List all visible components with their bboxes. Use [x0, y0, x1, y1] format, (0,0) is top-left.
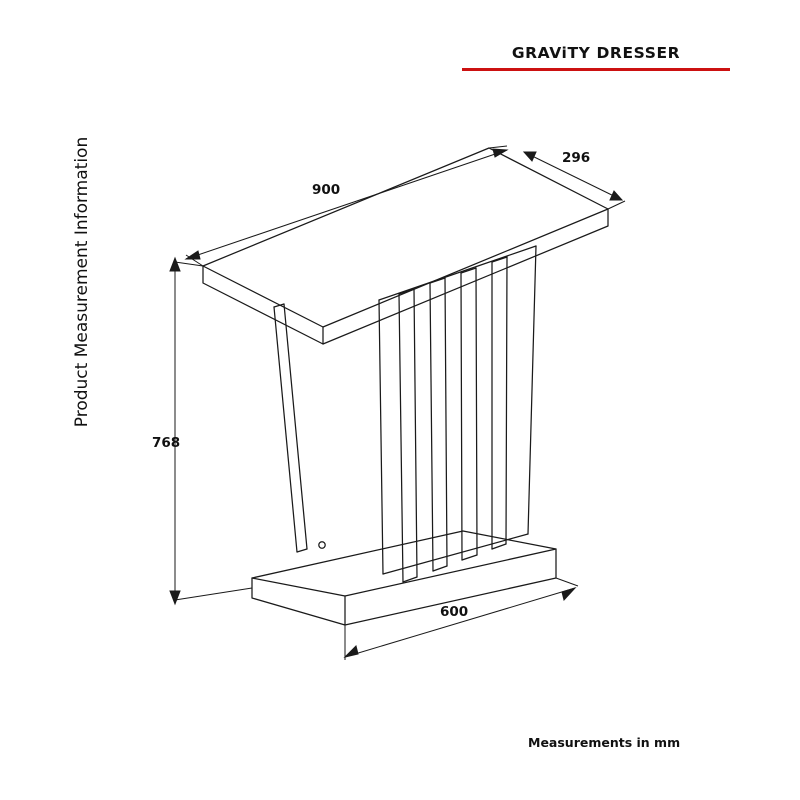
slat-4 [492, 257, 507, 549]
dimension-label-depth: 296 [562, 150, 591, 166]
dimension-label-height: 768 [152, 435, 181, 451]
fixing-hole-detail [319, 542, 325, 548]
table-top-shape [203, 148, 608, 344]
slat-2 [430, 278, 447, 571]
base-plinth-shape [252, 531, 556, 625]
dimension-line-height [170, 258, 252, 604]
product-measurement-information-label: Product Measurement Information [72, 136, 92, 428]
dimension-label-base-width: 600 [440, 604, 469, 620]
dimension-label-width: 900 [312, 182, 341, 198]
dimension-line-width [186, 146, 507, 266]
measurement-unit-note: Measurements in mm [528, 735, 681, 750]
left-slanted-leg [274, 304, 307, 552]
page-title: GRAViTY DRESSER [511, 44, 681, 62]
slat-1 [399, 289, 417, 582]
slat-3 [461, 268, 477, 560]
